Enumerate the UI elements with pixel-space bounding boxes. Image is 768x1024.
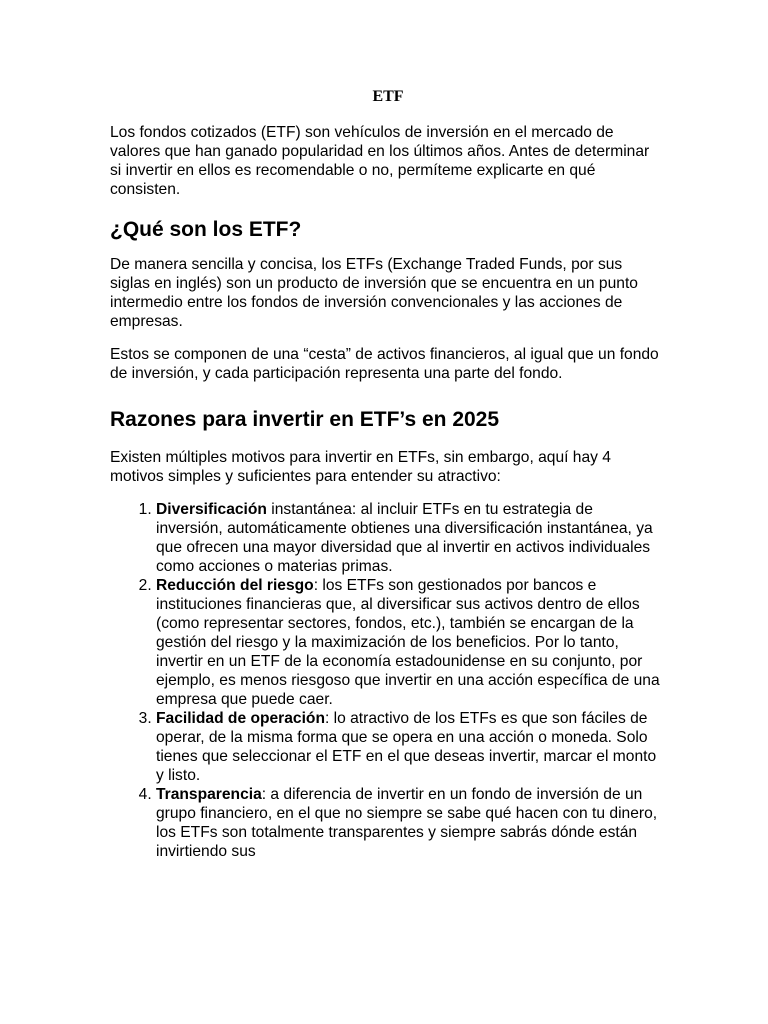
reasons-list	[110, 500, 660, 861]
list-item	[156, 709, 660, 785]
section-heading-que-son: ¿Qué son los ETF?	[110, 218, 302, 241]
list-item-term: Diversificación	[156, 501, 267, 518]
list-item-term: Reducción del riesgo	[156, 577, 314, 594]
section-heading-razones: Razones para invertir en ETF’s en 2025	[110, 408, 500, 431]
list-item	[156, 785, 660, 861]
list-item	[156, 576, 660, 709]
paragraph-definition: De manera sencilla y concisa, los ETFs (Exchange Traded Funds, por sus siglas en inglés) son un producto de inversión que se encuentra en un punto intermedio entre los fondos de inversión convencionales y las acciones de empresas.	[110, 256, 638, 330]
document-page	[110, 84, 660, 861]
intro-paragraph: Los fondos cotizados (ETF) son vehículos de inversión en el mercado de valores que han ganado popularidad en los últimos años. Antes de determinar si invertir en ellos es recomendable o no, permíteme explicarte en qué consisten.	[110, 124, 650, 198]
list-item-term: Transparencia	[156, 786, 262, 803]
list-item-text: : a diferencia de invertir en un fondo de inversión de un grupo financiero, en el que no siempre se sabe qué hacen con tu dinero, los ETFs son totalmente transparentes y siempre sabrás dónde están invirtiendo sus	[156, 786, 658, 860]
paragraph-razones-intro: Existen múltiples motivos para invertir en ETFs, sin embargo, aquí hay 4 motivos simples y suficientes para entender su atractivo:	[110, 449, 611, 485]
list-item-text: : lo atractivo de los ETFs es que son fáciles de operar, de la misma forma que se opera en una acción o moneda. Solo tienes que seleccionar el ETF en el que deseas invertir, marcar el monto y listo.	[156, 710, 657, 784]
list-item-text: : los ETFs son gestionados por bancos e instituciones financieras que, al diversificar sus activos dentro de ellos (como representar sectores, fondos, etc.), también se encargan de la gestión del riesgo y la maximización de los beneficios. Por lo tanto, invertir en un ETF de la economía estadounidense en su conjunto, por ejemplo, es menos riesgoso que invertir en una acción específica de una empresa que puede caer.	[156, 577, 660, 708]
document-title: ETF	[372, 88, 404, 105]
list-item-term: Facilidad de operación	[156, 710, 325, 727]
paragraph-cesta: Estos se componen de una “cesta” de activos financieros, al igual que un fondo de inversión, y cada participación representa una parte del fondo.	[110, 346, 659, 382]
list-item	[156, 500, 660, 576]
list-item-text: instantánea: al incluir ETFs en tu estrategia de inversión, automáticamente obtienes una diversificación instantánea, ya que ofrecen una mayor diversidad que al invertir en activos individuales como acciones o materias primas.	[156, 501, 653, 575]
